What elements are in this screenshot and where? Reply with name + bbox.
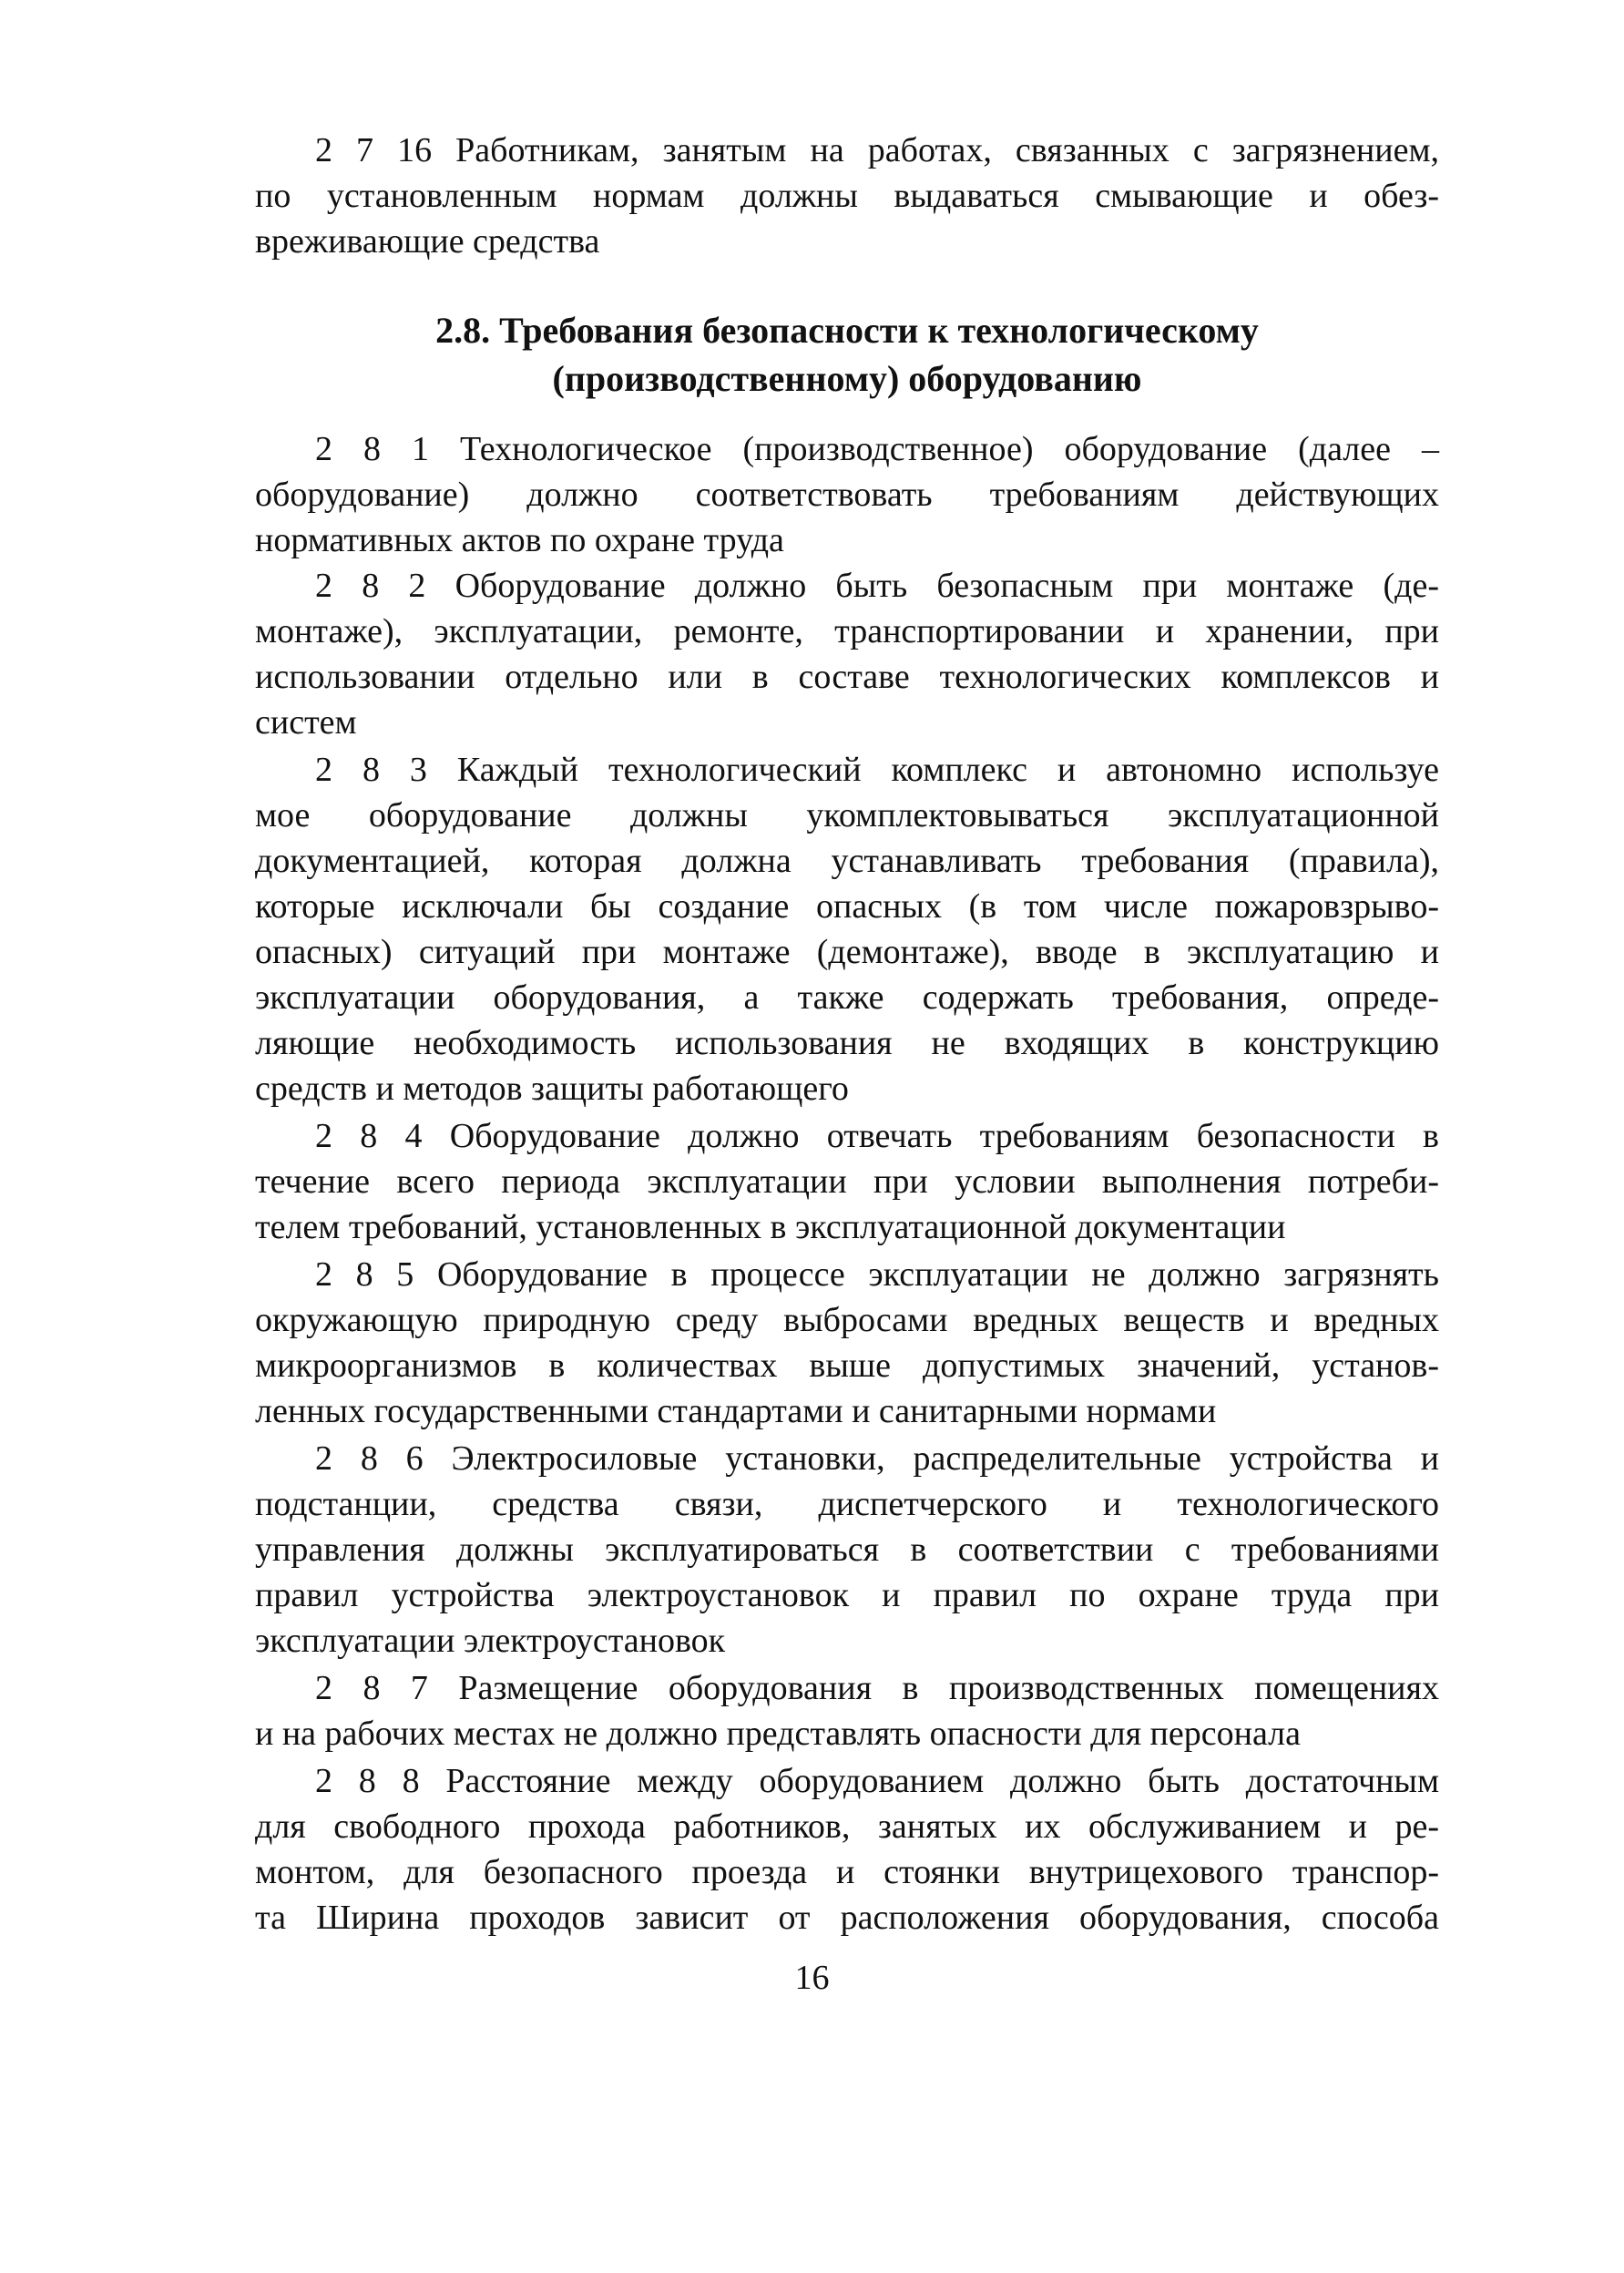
paragraph-line: 2 8 3 Каждый технологический комплекс и автономно используе: [315, 751, 1439, 789]
paragraph-line: та Ширина проходов зависит от расположения оборудования, способа: [255, 1899, 1439, 1937]
paragraph-line: 2 8 6 Электросиловые установки, распределительные устройства и: [315, 1439, 1439, 1478]
paragraph-line: оборудование) должно соответствовать требованиям действующих: [255, 476, 1439, 514]
paragraph-line: систем: [255, 703, 357, 742]
paragraph-line: телем требований, установленных в эксплуатационной документации: [255, 1208, 1286, 1246]
paragraph-line: эксплуатации оборудования, а также содержать требования, опреде-: [255, 978, 1439, 1017]
paragraph-line: ляющие необходимость использования не входящих в конструкцию: [255, 1024, 1439, 1062]
paragraph-line: опасных) ситуаций при монтаже (демонтаже), вводе в эксплуатацию и: [255, 933, 1439, 971]
paragraph-line: управления должны эксплуатироваться в соответствии с требованиями: [255, 1531, 1439, 1569]
paragraph-line: 2 8 4 Оборудование должно отвечать требованиям безопасности в: [315, 1117, 1439, 1155]
paragraph-line: эксплуатации электроустановок: [255, 1622, 726, 1660]
paragraph-line: 2 8 2 Оборудование должно быть безопасным при монтаже (де-: [315, 567, 1439, 605]
paragraph-line: правил устройства электроустановок и правил по охране труда при: [255, 1576, 1439, 1614]
intro-line: вреживающие средства: [255, 222, 600, 261]
paragraph-line: нормативных актов по охране труда: [255, 521, 784, 559]
paragraph-line: монтаже), эксплуатации, ремонте, транспортировании и хранении, при: [255, 612, 1439, 650]
paragraph-line: окружающую природную среду выбросами вредных веществ и вредных: [255, 1301, 1439, 1339]
paragraph-line: 2 8 7 Размещение оборудования в производственных помещениях: [315, 1669, 1439, 1707]
paragraph-line: которые исключали бы создание опасных (в том числе пожаровзрыво-: [255, 887, 1439, 926]
intro-line: по установленным нормам должны выдаваться смывающие и обез-: [255, 177, 1439, 215]
paragraph-line: использовании отдельно или в составе технологических комплексов и: [255, 658, 1439, 696]
paragraph-line: подстанции, средства связи, диспетчерского и технологического: [255, 1485, 1439, 1523]
section-heading: (производственному) оборудованию: [552, 358, 1142, 399]
paragraph-line: документацией, которая должна устанавливать требования (правила),: [255, 842, 1439, 880]
paragraph-line: мое оборудование должны укомплектовываться эксплуатационной: [255, 796, 1439, 834]
paragraph-line: 2 8 8 Расстояние между оборудованием должно быть достаточным: [315, 1762, 1439, 1800]
paragraph-line: течение всего периода эксплуатации при условии выполнения потреби-: [255, 1162, 1439, 1201]
paragraph-line: и на рабочих местах не должно представлять опасности для персонала: [255, 1715, 1301, 1753]
intro-line: 2 7 16 Работникам, занятым на работах, связанных с загрязнением,: [315, 131, 1439, 169]
section-heading: 2.8. Требования безопасности к технологическому: [435, 310, 1259, 351]
paragraph-line: микроорганизмов в количествах выше допустимых значений, установ-: [255, 1346, 1439, 1385]
paragraph-line: 2 8 5 Оборудование в процессе эксплуатации не должно загрязнять: [315, 1255, 1439, 1294]
paragraph-line: монтом, для безопасного проезда и стоянки внутрицехового транспор-: [255, 1853, 1439, 1891]
page-number: 16: [794, 1959, 830, 1997]
paragraph-line: ленных государственными стандартами и санитарными нормами: [255, 1392, 1217, 1430]
paragraph-line: 2 8 1 Технологическое (производственное) оборудование (далее –: [315, 430, 1439, 468]
paragraph-line: средств и методов защиты работающего: [255, 1070, 849, 1108]
paragraph-line: для свободного прохода работников, занятых их обслуживанием и ре-: [255, 1807, 1439, 1846]
